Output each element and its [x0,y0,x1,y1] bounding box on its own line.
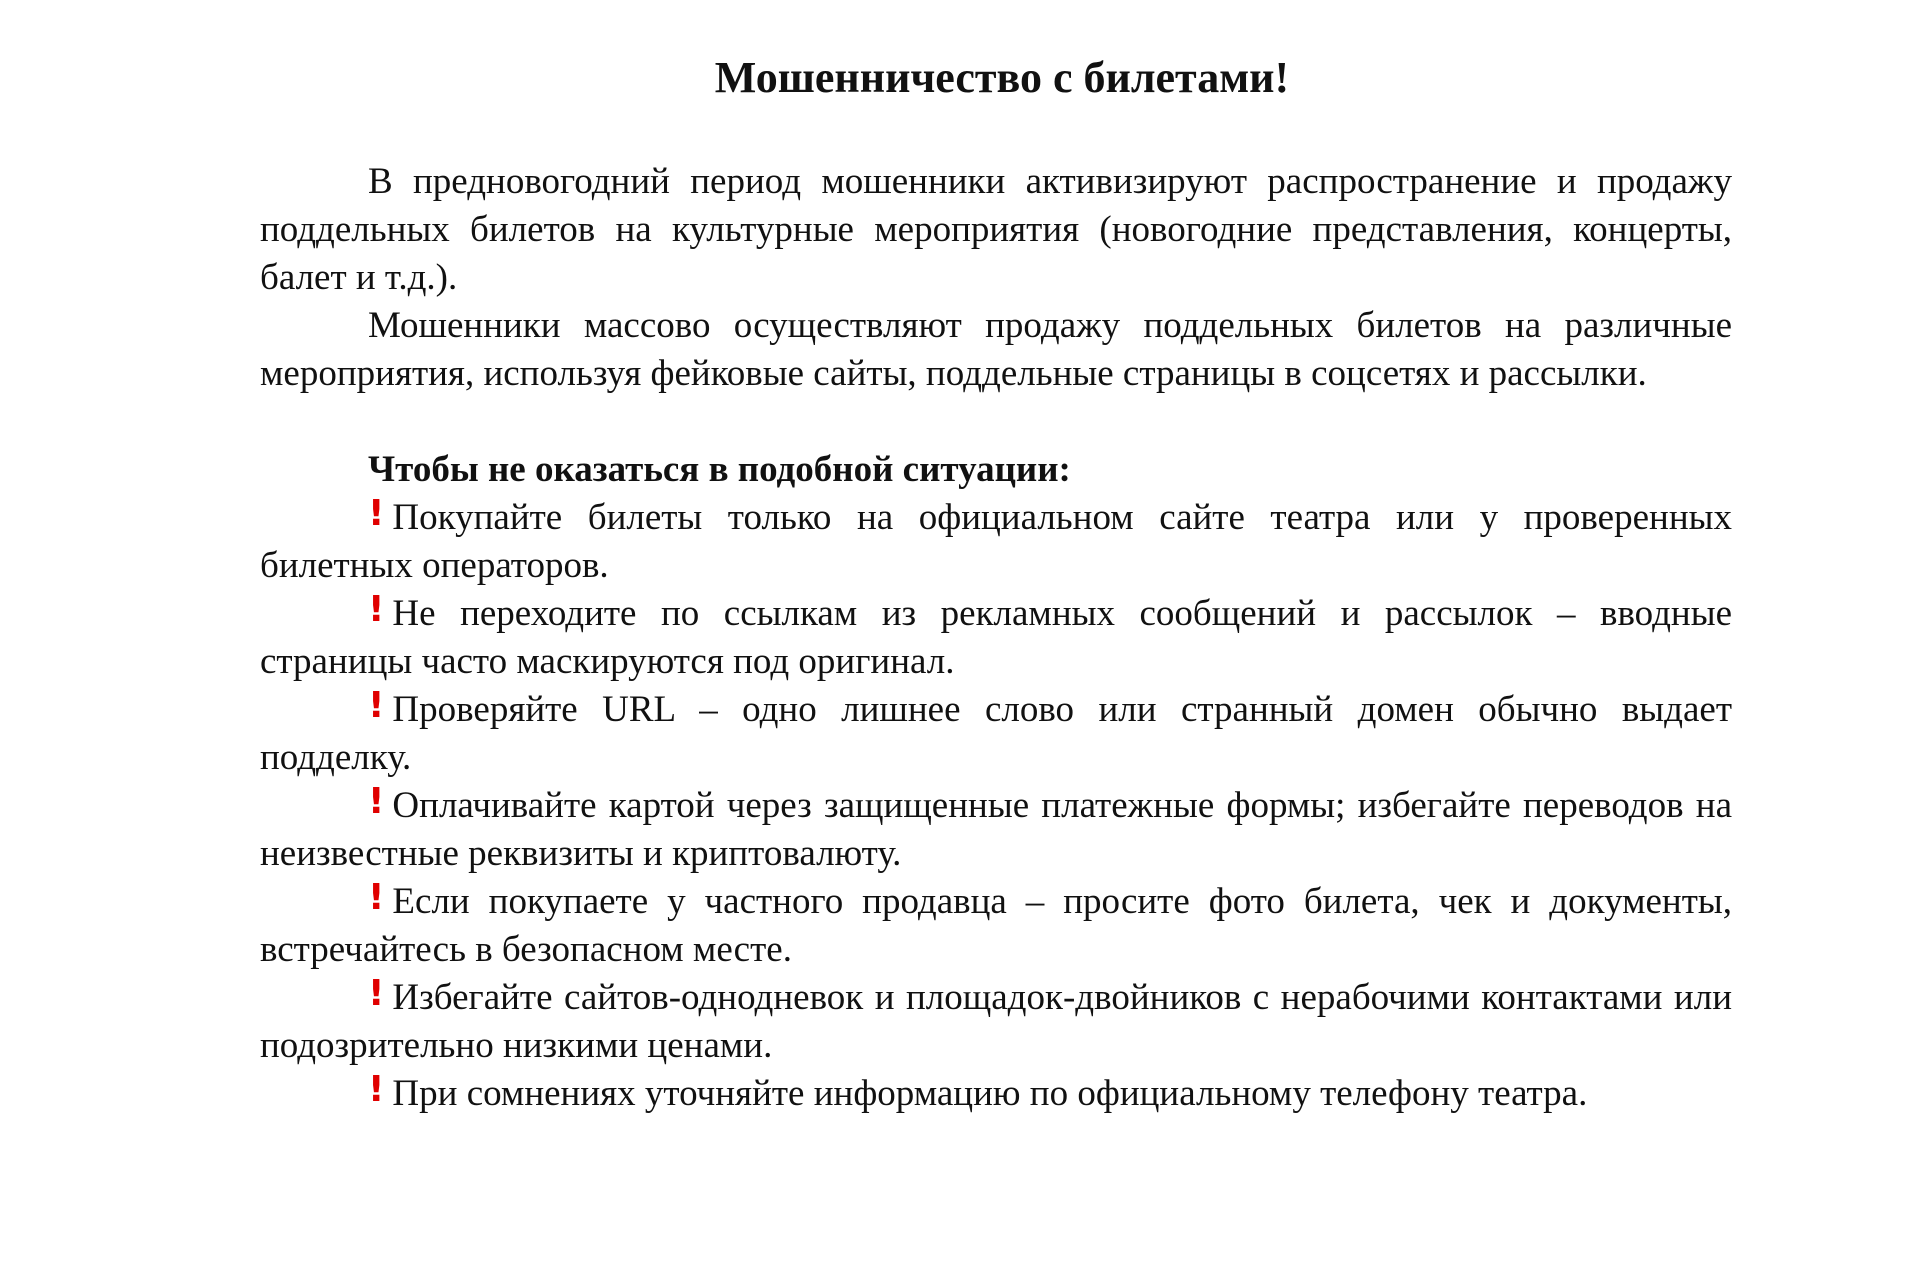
exclamation-icon: ! [368,589,385,630]
advice-item [260,590,1732,686]
exclamation-icon: ! [368,493,385,534]
advice-item-text: Проверяйте URL – одно лишнее слово или странный домен обычно выдает подделку. [260,689,1732,778]
exclamation-icon: ! [368,685,385,726]
advice-item-text: При сомнениях уточняйте информацию по официальному телефону театра. [392,1073,1588,1114]
intro-paragraph: В предновогодний период мошенники активизируют распространение и продажу поддельных билетов на культурные мероприятия (новогодние представления, концерты, балет и т.д.). [260,161,1732,298]
fraud-methods-paragraph: Мошенники массово осуществляют продажу поддельных билетов на различные мероприятия, используя фейковые сайты, поддельные страницы в соцсетях и рассылки. [260,305,1732,394]
document-page [260,0,1732,1118]
advice-item-text: Избегайте сайтов-однодневок и площадок-двойников с нерабочими контактами или подозрительно низкими ценами. [260,977,1732,1066]
advice-item-text: Не переходите по ссылкам из рекламных сообщений и рассылок – вводные страницы часто маскируются под оригинал. [260,593,1732,682]
advice-subheading: Чтобы не оказаться в подобной ситуации: [368,449,1071,490]
spacer [260,398,1732,446]
document-title: Мошенничество с билетами! [714,53,1290,102]
advice-item-text: Покупайте билеты только на официальном сайте театра или у проверенных билетных операторов. [260,497,1732,586]
advice-item [260,878,1732,974]
advice-item [260,974,1732,1070]
advice-item-text: Если покупаете у частного продавца – просите фото билета, чек и документы, встречайтесь в безопасном месте. [260,881,1732,970]
exclamation-icon: ! [368,781,385,822]
exclamation-icon: ! [368,973,385,1014]
advice-item [260,1070,1732,1118]
exclamation-icon: ! [368,877,385,918]
advice-item-text: Оплачивайте картой через защищенные платежные формы; избегайте переводов на неизвестные реквизиты и криптовалюту. [260,785,1732,874]
advice-item [260,686,1732,782]
advice-item [260,494,1732,590]
advice-item [260,782,1732,878]
exclamation-icon: ! [368,1069,385,1110]
